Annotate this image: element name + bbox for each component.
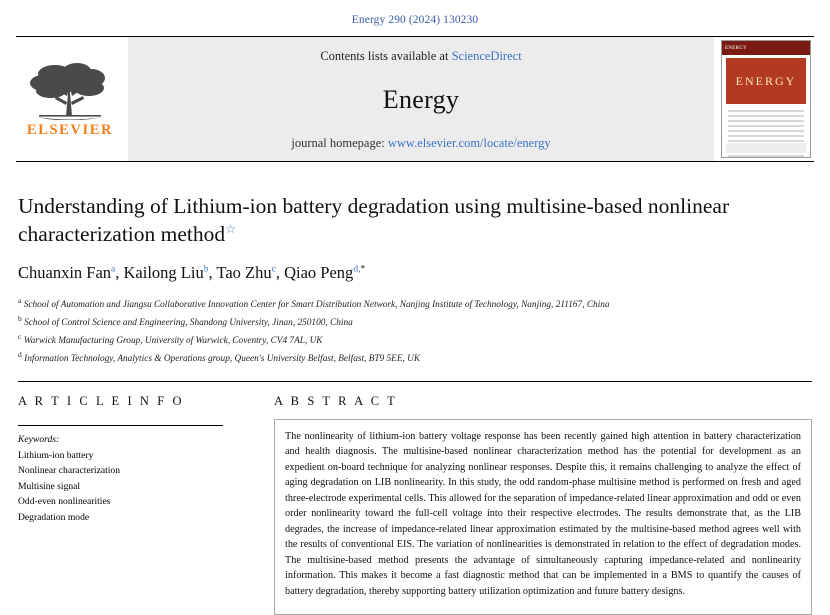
journal-center-panel xyxy=(128,37,714,161)
elsevier-wordmark: ELSEVIER xyxy=(26,121,114,138)
affiliation-item xyxy=(18,313,812,331)
affiliation-marker: b xyxy=(18,313,22,323)
affiliation-text: School of Automation and Jiangsu Collaborative Innovation Center for Smart Distribution Network, Nanjing Institute of Technology, Nanjing, 211167, China xyxy=(23,299,610,310)
journal-masthead xyxy=(16,36,814,162)
author-affil-marker: d, xyxy=(353,264,361,275)
cover-footer-bar xyxy=(726,143,806,153)
author-list: Chuanxin Fan$^a$, Kailong Liu$^b$, Tao Zhu$^c$, Qiao Peng$^{d,*}$ xyxy=(18,262,366,282)
section-divider xyxy=(18,381,812,382)
title-block xyxy=(14,192,816,367)
info-abstract-columns xyxy=(14,394,816,615)
journal-homepage-link[interactable]: www.elsevier.com/locate/energy xyxy=(387,136,551,150)
keywords-list xyxy=(18,448,236,526)
affiliation-item xyxy=(18,349,812,367)
author-affil-marker: a xyxy=(111,264,116,275)
article-info-column xyxy=(18,394,250,615)
list-item: Lithium-ion battery xyxy=(18,449,94,461)
affiliation-text: Warwick Manufacturing Group, University of Warwick, Coventry, CV4 7AL, UK xyxy=(23,335,323,346)
affiliation-list xyxy=(18,295,812,367)
abstract-heading: A B S T R A C T xyxy=(274,393,398,408)
running-head: Energy 290 (2024) 130230 xyxy=(351,14,479,26)
affiliation-item xyxy=(18,295,812,313)
journal-title: Energy xyxy=(382,85,460,114)
list-item: Nonlinear characterization xyxy=(18,465,121,477)
list-item: Degradation mode xyxy=(18,512,90,523)
author-affil-marker: c xyxy=(271,264,276,275)
keywords-label: Keywords: xyxy=(18,433,60,445)
author-name[interactable]: Qiao Peng xyxy=(284,262,354,282)
cover-header-bar xyxy=(722,41,810,55)
author-name[interactable]: Tao Zhu xyxy=(216,262,272,282)
abstract-text: The nonlinearity of lithium-ion battery voltage response has been recently gained high attention in battery characterization and health diagnosis. The multisine-based nonlinear characterization method has the potential for development as an expedient on-board technique for analyzing nonlinear responses. Despite this, it remains challenging to analyze the effect of aging degradation on LIB nonlinearity. In this study, the odd random-phase multisine method is performed on fresh and aged three-electrode experimental cells. This allowed for the separation of impedance-related linear approximation and odd or even order nonlinearity toward the full-cell voltage into their respective electrodes. The results demonstrate that, as the LIB degrades, the increase of impedance-related linear approximation estimated by the multisine-based method agrees well with the results of conventional EIS. The variation of nonlinearities is demonstrated in relation to the effect of degradation modes. The multisine-based method presents the advantage of simultaneously capturing impedance-related and nonlinearity information. This makes it become a fast diagnostic method that can be implemented in a BMS to quantify the causes of battery degradation, thereby supporting battery utilization optimization and future battery designs. xyxy=(274,419,812,615)
title-footnote-marker: ☆ xyxy=(225,222,236,237)
affiliation-text: School of Control Science and Engineering, Shandong University, Jinan, 250100, China xyxy=(24,317,353,328)
affiliation-marker: c xyxy=(18,331,22,341)
sciencedirect-link[interactable]: ScienceDirect xyxy=(451,49,522,63)
affiliation-marker: a xyxy=(18,295,22,305)
affiliation-text: Information Technology, Analytics & Operations group, Queen's University Belfast, Belfast, BT9 5EE, UK xyxy=(24,353,421,364)
abstract-column xyxy=(250,394,812,615)
article-title-text: Understanding of Lithium-ion battery degradation using multisine-based nonlinear characterization method xyxy=(18,194,730,247)
page-title xyxy=(18,192,812,249)
list-item: Multisine signal xyxy=(18,480,81,492)
contents-line xyxy=(320,49,521,64)
affiliation-item xyxy=(18,331,812,349)
publisher-logo[interactable] xyxy=(16,37,124,161)
journal-cover[interactable] xyxy=(718,37,814,161)
author-name[interactable]: Kailong Liu xyxy=(123,262,204,282)
article-info-heading: A R T I C L E I N F O xyxy=(18,393,185,408)
affiliation-marker: d xyxy=(18,349,22,359)
homepage-line xyxy=(291,136,550,151)
corresponding-author-marker: * xyxy=(360,264,366,275)
author-affil-marker: b xyxy=(203,264,209,275)
contents-prefix: Contents lists available at xyxy=(320,49,452,63)
cover-thumbnail xyxy=(721,40,811,158)
cover-title: ENERGY xyxy=(735,73,797,88)
elsevier-tree-icon xyxy=(27,58,113,120)
homepage-prefix: journal homepage: xyxy=(291,136,388,150)
list-item: Odd-even nonlinearities xyxy=(18,496,111,508)
keywords-divider xyxy=(18,425,223,426)
author-name[interactable]: Chuanxin Fan xyxy=(18,262,112,282)
cover-artwork xyxy=(726,58,806,104)
cover-kicker: ENERGY xyxy=(725,45,748,51)
